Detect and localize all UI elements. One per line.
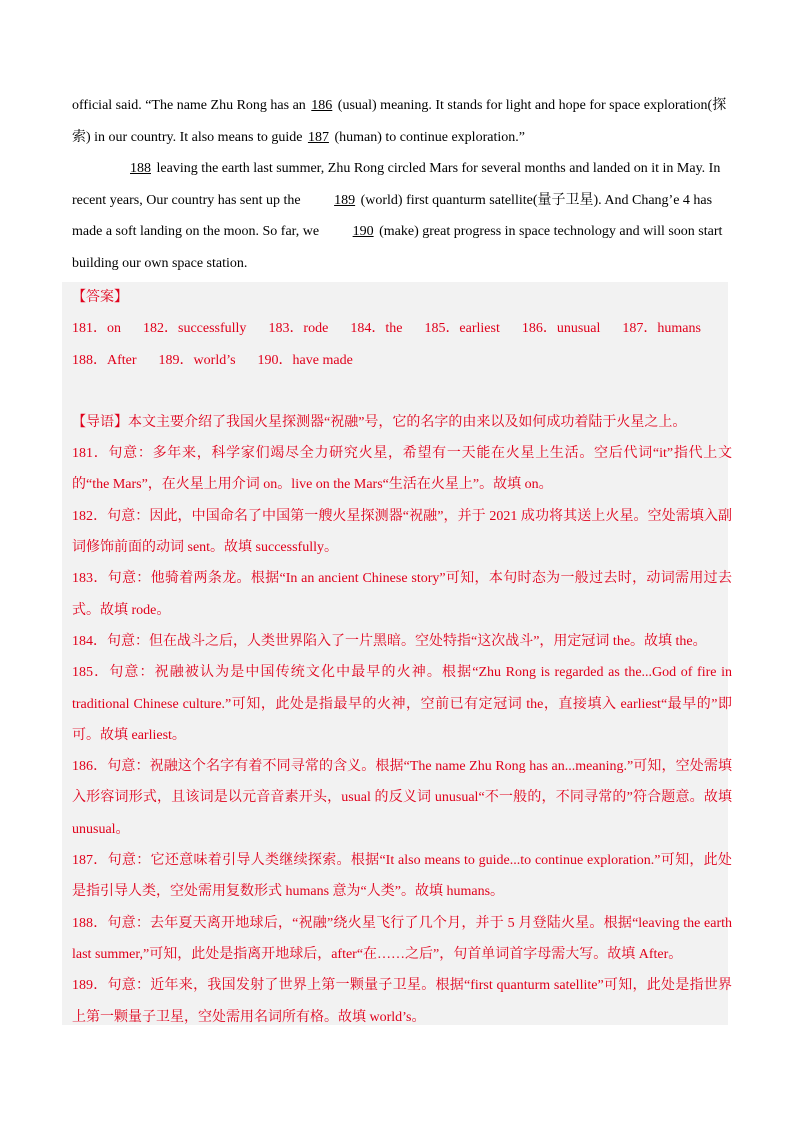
explanation-181: 181．句意：多年来，科学家们竭尽全力研究火星，希望有一天能在火星上生活。空后代词“it”指代上文的“the Mars”，在火星上用介词 on。live on the Mars“生活在火星上”。故填 on。 — [72, 446, 732, 493]
explanation-182: 182．句意：因此，中国命名了中国第一艘火星探测器“祝融”，并于 2021 成功将其送上火星。空处需填入副词修饰前面的动词 sent。故填 successfully。 — [72, 508, 732, 556]
spacer — [72, 376, 732, 407]
answer-185: 185．earliest — [424, 321, 500, 337]
passage-paragraph-1 — [72, 90, 732, 153]
answer-189: 189．world’s — [158, 352, 236, 368]
answer-188: 188．After — [72, 352, 137, 368]
answer-heading: 【答案】 — [72, 290, 128, 305]
guide-text: 【导语】本文主要介绍了我国火星探测器“祝融”号，它的名字的由来以及如何成功着陆于火星之上。 — [72, 414, 687, 430]
passage-text: leaving the earth last summer, Zhu Rong circled Mars for several months and landed on it in May. In recent years, Our country has sent up the — [72, 161, 721, 208]
answer-186: 186．unusual — [521, 321, 601, 337]
explanation-184: 184．句意：但在战斗之后，人类世界陷入了一片黑暗。空处特指“这次战斗”，用定冠词 the。故填 the。 — [72, 633, 707, 649]
reading-passage — [72, 90, 732, 279]
answer-184: 184．the — [350, 321, 403, 337]
blank-190: 190 — [352, 224, 374, 239]
answer-183: 183．rode — [268, 321, 329, 337]
answer-181: 181．on — [72, 321, 121, 337]
answer-section — [62, 282, 732, 1025]
blank-188: 188 — [130, 161, 151, 176]
explanation-187: 187．句意：它还意味着引导人类继续探索。根据“It also means to guide...to continue exploration.”可知，此处是指引导人类，空处需用复数形式 humans 意为“人类”。故填 humans。 — [72, 853, 732, 900]
passage-text: (human) to continue exploration.” — [330, 129, 525, 145]
explanation-188: 188．句意：去年夏天离开地球后，“祝融”绕火星飞行了几个月，并于 5 月登陆火星。根据“leaving the earth last summer,”可知，此处是指离开地球后，after“在……之后”，句首单词首字母需大写。故填 After。 — [72, 915, 732, 962]
explanation-185: 185．句意：祝融被认为是中国传统文化中最早的火神。根据“Zhu Rong is regarded as the...God of fire in traditional Chinese culture.”可知，此处是指最早的火神，空前已有定冠词 the，直接填入 earliest“最早的”即可。故填 earliest。 — [72, 665, 732, 743]
passage-text: (make) great progress in space technology and will soon start building our own space station. — [72, 224, 723, 271]
answer-190: 190．have made — [257, 352, 353, 368]
blank-186: 186 — [311, 98, 333, 113]
passage-text: (world) first quanturm satellite(量子卫星). And Chang’e 4 has made a soft landing on the moon. So far, we — [72, 192, 713, 239]
answer-list — [72, 313, 732, 376]
passage-text: (usual) meaning. It stands for light and hope for space exploration(探索) in our country. It also means to guide — [72, 98, 727, 145]
passage-paragraph-2 — [72, 153, 732, 279]
passage-text: official said. “The name Zhu Rong has an — [72, 98, 310, 113]
answer-187: 187．humans — [622, 321, 701, 337]
blank-189: 189 — [334, 192, 356, 208]
explanation-183: 183．句意：他骑着两条龙。根据“In an ancient Chinese story”可知，本句时态为一般过去时，动词需用过去式。故填 rode。 — [72, 571, 732, 618]
answer-182: 182．successfully — [143, 321, 247, 337]
explanation-186: 186．句意：祝融这个名字有着不同寻常的含义。根据“The name Zhu Rong has an...meaning.”可知，空处需填入形容词形式，且该词是以元音音素开头，usual 的反义词 unusual“不一般的，不同寻常的”符合题意。故填 unusual。 — [72, 759, 732, 837]
blank-187: 187 — [307, 129, 329, 145]
explanation-189: 189．句意：近年来，我国发射了世界上第一颗量子卫星。根据“first quanturm satellite”可知，此处是指世界上第一颗量子卫星，空处需用名词所有格。故填 world’s。 — [72, 978, 732, 1025]
answer-content — [72, 282, 732, 1033]
